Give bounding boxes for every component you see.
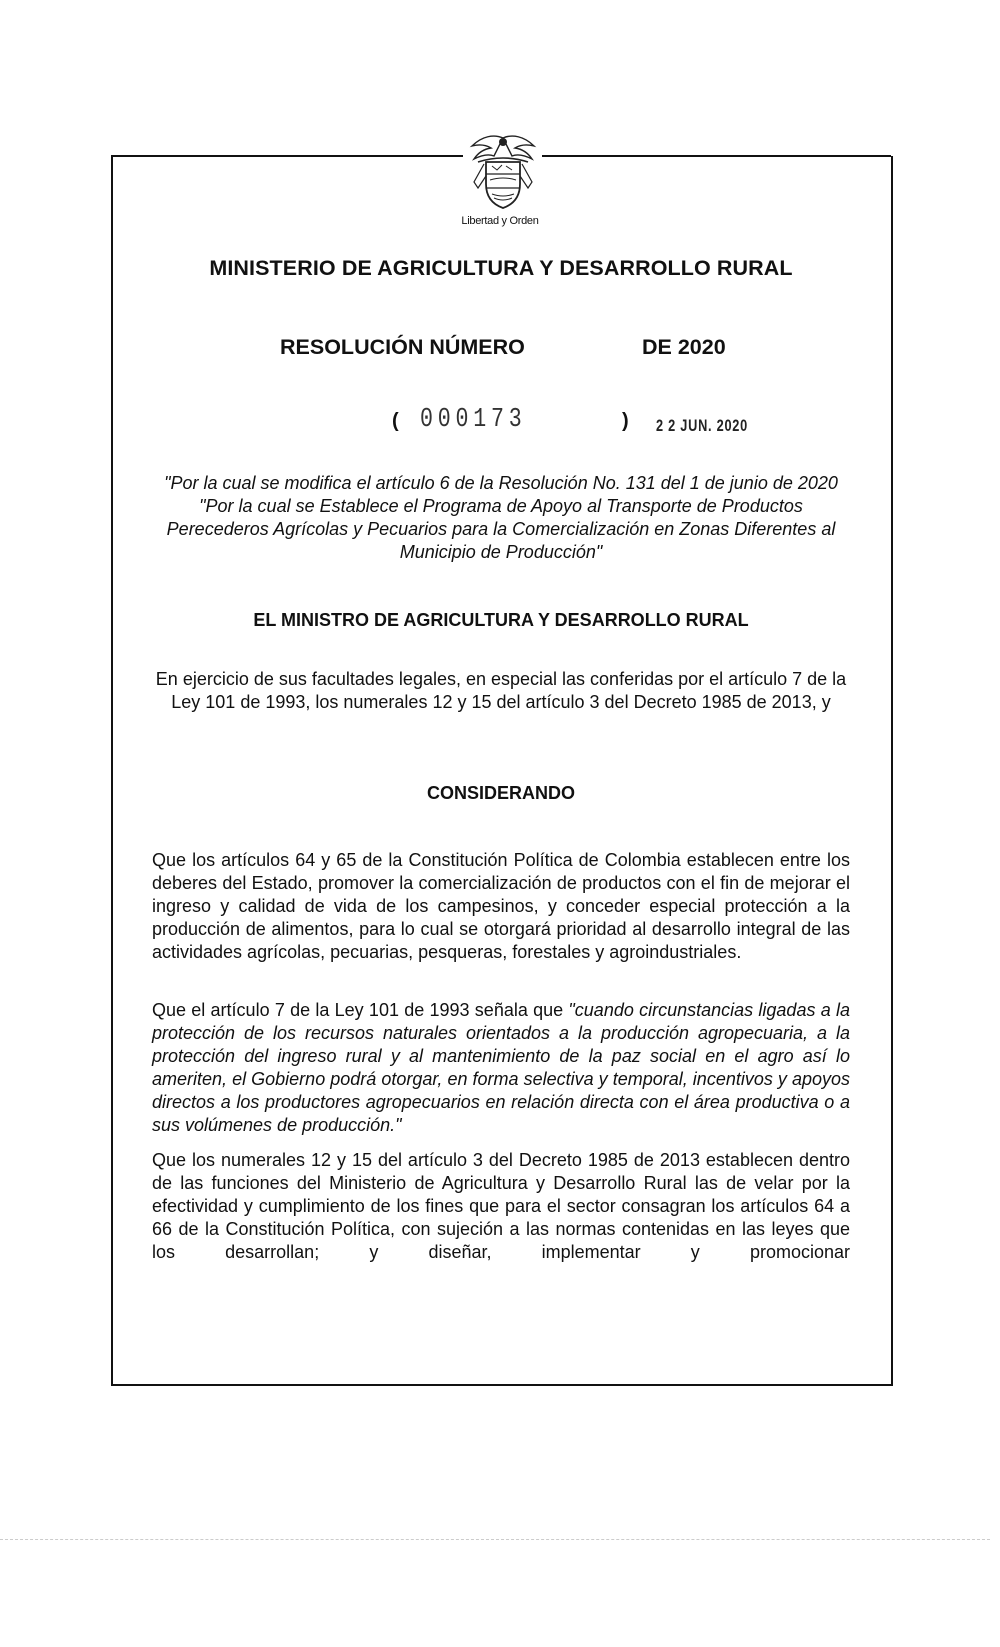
resolution-number-stamp: 000173 bbox=[420, 405, 527, 435]
scan-artifact-line bbox=[0, 1539, 990, 1540]
paragraph-decreto-1985: Que los numerales 12 y 15 del artículo 3 del Decreto 1985 de 2013 establecen dentro de las funciones del Ministerio de Agricultura y Desarrollo Rural las de velar por la efectividad y cumplimiento de los fines que para el sector consagran los artículos 64 a 66 de la Constitución Política, con sujeción a las normas contenidas en las leyes que los desarrollan; y diseñar, implementar y promocionar bbox=[152, 1150, 850, 1262]
ministry-title: MINISTERIO DE AGRICULTURA Y DESARROLLO RURAL bbox=[209, 256, 793, 280]
resolution-date-stamp: 2 2 JUN. 2020 bbox=[656, 416, 748, 435]
minister-heading: EL MINISTRO DE AGRICULTURA Y DESARROLLO RURAL bbox=[253, 610, 749, 630]
resolution-label: RESOLUCIÓN NÚMERO bbox=[280, 335, 525, 359]
coat-of-arms-icon bbox=[464, 132, 542, 214]
paragraph-constitution: Que los artículos 64 y 65 de la Constitución Política de Colombia establecen entre los deberes del Estado, promover la comercialización de productos con el fin de mejorar el ingreso y calidad de vida de los campesinos, y conceder especial protección a la producción de alimentos, para lo cual se otorgará prioridad al desarrollo integral de las actividades agrícolas, pecuarias, pesqueras, forestales y agroindustriales. bbox=[152, 850, 850, 962]
paragraph-ley-101 bbox=[152, 999, 850, 1137]
considering-heading: CONSIDERANDO bbox=[426, 783, 575, 803]
resolution-year: DE 2020 bbox=[642, 335, 726, 359]
stamp-paren-close: ) bbox=[622, 410, 629, 432]
stamp-paren-open: ( bbox=[392, 410, 399, 432]
motto: Libertad y Orden bbox=[461, 215, 539, 227]
legal-powers: En ejercicio de sus facultades legales, en especial las conferidas por el artículo 7 de la Ley 101 de 1993, los numerales 12 y 15 del artículo 3 del Decreto 1985 de 2013, y bbox=[155, 669, 847, 712]
resolution-subject: "Por la cual se modifica el artículo 6 de la Resolución No. 131 del 1 de junio de 2020 "Por la cual se Establece el Programa de Apoyo al Transporte de Productos Perecederos Agrícolas y Pecuarios para la Comercialización en Zonas Diferentes al Municipio de Producción" bbox=[164, 473, 838, 562]
quoted-law-text: "cuando circunstancias ligadas a la protección de los recursos naturales orientados a la producción agropecuaria, a la protección del ingreso rural y al mantenimiento de la paz social en el agro así lo ameriten, el Gobierno podrá otorgar, en forma selectiva y temporal, incentivos y apoyos directos a los productores agropecuarios en relación directa con el área productiva o a sus volúmenes de producción." bbox=[152, 1000, 850, 1135]
paragraph-intro: Que el artículo 7 de la Ley 101 de 1993 señala que bbox=[152, 1000, 569, 1020]
